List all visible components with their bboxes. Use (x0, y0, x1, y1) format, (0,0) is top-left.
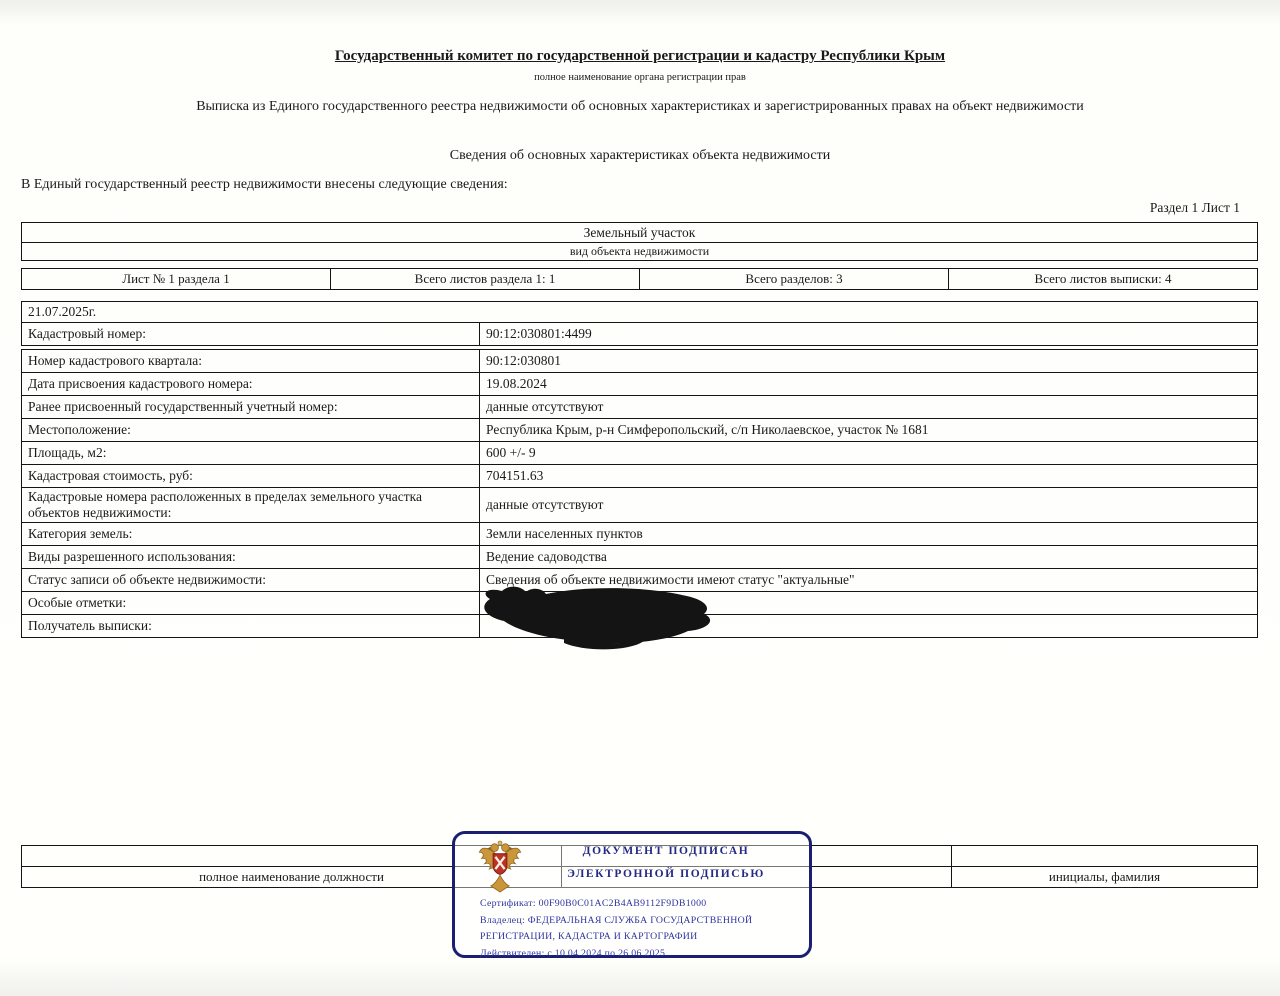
table-row (22, 350, 1258, 373)
table-row (22, 419, 1258, 442)
table-row (22, 396, 1258, 419)
table-row (22, 465, 1258, 488)
counter-sheet-number: Лист № 1 раздела 1 (22, 269, 331, 290)
row-label: Кадастровый номер: (22, 323, 480, 346)
rosreestr-eagle-icon (477, 838, 523, 894)
counter-section-sheets: Всего листов раздела 1: 1 (331, 269, 640, 290)
row-label: Статус записи об объекте недвижимости: (22, 569, 480, 592)
row-value: 704151.63 (480, 465, 1258, 488)
row-label: Местоположение: (22, 419, 480, 442)
authority-caption: полное наименование органа регистрации прав (534, 72, 746, 83)
row-value: Земли населенных пунктов (480, 523, 1258, 546)
table-row (22, 269, 1258, 290)
object-type-value: Земельный участок (22, 223, 1258, 243)
row-value: данные отсутствуют (480, 488, 1258, 523)
row-label: Особые отметки: (22, 592, 480, 615)
stamp-owner-line1: Владелец: ФЕДЕРАЛЬНАЯ СЛУЖБА ГОСУДАРСТВЕННОЙ (480, 914, 753, 926)
table-row (22, 546, 1258, 569)
row-value: 90:12:030801:4499 (480, 323, 1258, 346)
stamp-title (535, 845, 797, 880)
counter-total-extract-sheets: Всего листов выписки: 4 (949, 269, 1258, 290)
row-label: Виды разрешенного использования: (22, 546, 480, 569)
section-title: Сведения об основных характеристиках объекта недвижимости (449, 148, 831, 163)
row-value: данные отсутствуют (480, 396, 1258, 419)
table-row (22, 373, 1258, 396)
stamp-certificate: Сертификат: 00F90B0C01AC2B4AB9112F9DB1000 (480, 898, 707, 909)
table-row (22, 523, 1258, 546)
row-label: Площадь, м2: (22, 442, 480, 465)
document-title: Выписка из Единого государственного реестра недвижимости об основных характеристиках и зарегистрированных правах на объект недвижимости (196, 99, 1084, 114)
stamp-details (480, 896, 800, 962)
object-type-caption: вид объекта недвижимости (22, 243, 1258, 261)
table-row (22, 488, 1258, 523)
row-label: Кадастровые номера расположенных в пределах земельного участка объектов недвижимости: (22, 488, 480, 523)
object-type-table (21, 222, 1258, 261)
row-label: Ранее присвоенный государственный учетный номер: (22, 396, 480, 419)
initials-surname-label: инициалы, фамилия (952, 867, 1258, 888)
row-value: 90:12:030801 (480, 350, 1258, 373)
date-cadastral-table (21, 301, 1258, 346)
row-label: Категория земель: (22, 523, 480, 546)
row-value: 600 +/- 9 (480, 442, 1258, 465)
row-label: Номер кадастрового квартала: (22, 350, 480, 373)
extract-date: 21.07.2025г. (22, 302, 1258, 323)
sheet-counters-table (21, 268, 1258, 290)
row-value: Ведение садоводства (480, 546, 1258, 569)
authority-title-text: Государственный комитет по государственной регистрации и кадастру Республики Крым (334, 48, 946, 64)
intro-line: В Единый государственный реестр недвижимости внесены следующие сведения: (21, 177, 508, 192)
position-name-label: полное наименование должности (22, 867, 562, 888)
table-row (22, 442, 1258, 465)
stamp-title-line2: ЭЛЕКТРОННОЙ ПОДПИСЬЮ (567, 868, 765, 880)
stamp-validity: Действителен: с 10.04.2024 по 26.06.2025 (480, 947, 666, 959)
digital-signature-stamp (452, 831, 812, 958)
row-value: Республика Крым, р-н Симферопольский, с/п Николаевское, участок № 1681 (480, 419, 1258, 442)
section-sheet-label: Раздел 1 Лист 1 (1149, 200, 1240, 215)
table-row (22, 223, 1258, 243)
table-row (22, 323, 1258, 346)
row-label: Получатель выписки: (22, 615, 480, 638)
authority-title (0, 48, 1280, 65)
table-row (22, 243, 1258, 261)
stamp-owner-line2: РЕГИСТРАЦИИ, КАДАСТРА И КАРТОГРАФИИ (480, 931, 698, 942)
row-label: Дата присвоения кадастрового номера: (22, 373, 480, 396)
signature-empty-right (952, 846, 1258, 867)
counter-total-sections: Всего разделов: 3 (640, 269, 949, 290)
table-row (22, 302, 1258, 323)
row-value: 19.08.2024 (480, 373, 1258, 396)
redaction-blob (468, 583, 728, 659)
stamp-title-line1: ДОКУМЕНТ ПОДПИСАН (582, 845, 750, 857)
row-label: Кадастровая стоимость, руб: (22, 465, 480, 488)
row-value: Сведения об объекте недвижимости имеют статус "актуальные" (480, 569, 1258, 592)
